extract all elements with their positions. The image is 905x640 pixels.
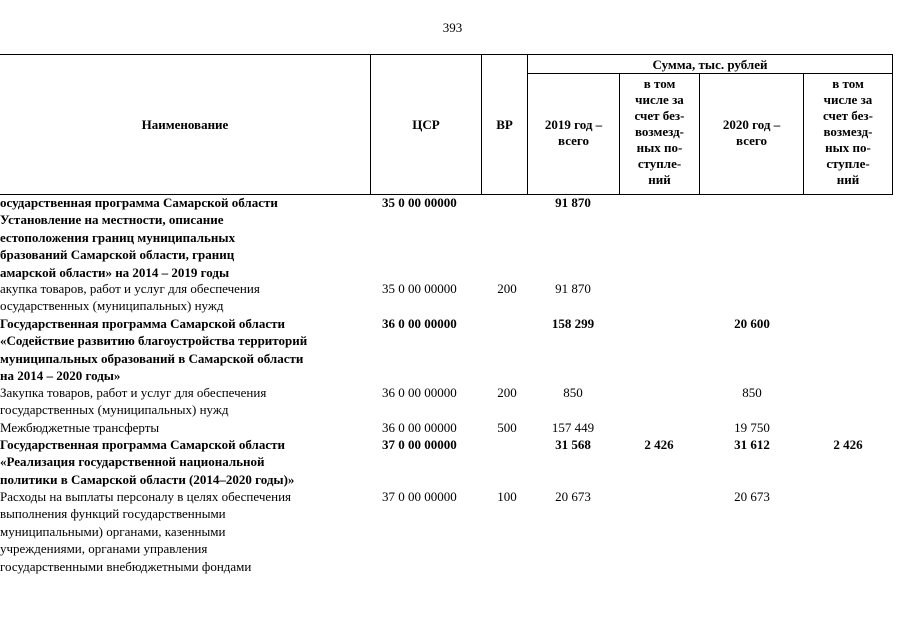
row-csr: 36 0 00 00000 [382, 420, 457, 435]
header-sum-title: Сумма, тыс. рублей [652, 57, 768, 72]
row-vr: 100 [497, 489, 517, 504]
row-2019-total: 158 299 [551, 316, 595, 331]
row-2020-total: 19 750 [734, 420, 770, 435]
row-2019-total: 91 870 [555, 281, 591, 296]
row-vr: 200 [497, 281, 517, 296]
row-2019-total: 31 568 [555, 437, 591, 452]
row-2020-total: 20 600 [734, 316, 770, 331]
header-divider [892, 55, 893, 194]
row-name: Расходы на выплаты персоналу в целях обеспечения выполнения функций государственными муниципальными) органами, казенными учреждениями, органами управления государственными внебюджетными фондами [0, 489, 292, 574]
header-2020-total: 2020 год – всего [722, 117, 781, 148]
row-name: Межбюджетные трансферты [0, 420, 160, 435]
row-2019-total: 157 449 [551, 420, 595, 435]
header-vr: ВР [496, 117, 513, 132]
row-csr: 36 0 00 00000 [382, 385, 457, 400]
row-2019-total: 91 870 [555, 195, 591, 210]
row-2019-total: 850 [563, 385, 583, 400]
table-header [0, 54, 893, 195]
header-2019-free: в том числе за счет без- возмезд- ных по- ступле- ний [634, 76, 685, 187]
row-csr: 36 0 00 00000 [382, 316, 457, 331]
row-vr: 500 [497, 420, 517, 435]
row-csr: 35 0 00 00000 [382, 195, 457, 210]
header-sum-divider [527, 73, 893, 74]
row-name: акупка товаров, работ и услуг для обеспечения осударственных (муниципальных) нужд [0, 281, 260, 314]
row-2020-total: 850 [742, 385, 762, 400]
row-2019-free: 2 426 [644, 437, 674, 452]
header-2020-free: в том числе за счет без- возмезд- ных по- ступле- ний [823, 76, 873, 187]
row-name: Закупка товаров, работ и услуг для обеспечения государственных (муниципальных) нужд [0, 385, 267, 418]
header-csr: ЦСР [412, 117, 440, 132]
row-name: Государственная программа Самарской области «Реализация государственной национальной политики в Самарской области (2014–2020 годы)» [0, 437, 295, 487]
row-vr: 200 [497, 385, 517, 400]
row-2020-total: 20 673 [734, 489, 770, 504]
row-2020-free: 2 426 [833, 437, 863, 452]
page-number: 393 [442, 20, 463, 35]
row-csr: 35 0 00 00000 [382, 281, 457, 296]
row-2019-total: 20 673 [555, 489, 591, 504]
row-name: осударственная программа Самарской области Установление на местности, описание естоположения границ муниципальных бразований Самарской области, границ амарской области» на 2014 – 2019 годы [0, 195, 278, 280]
header-2019-total: 2019 год – всего [544, 117, 603, 148]
row-csr: 37 0 00 00000 [382, 489, 457, 504]
row-2020-total: 31 612 [734, 437, 770, 452]
header-name: Наименование [141, 117, 229, 132]
row-csr: 37 0 00 00000 [382, 437, 457, 452]
row-name: Государственная программа Самарской области «Содействие развитию благоустройства территорий муниципальных образований в Самарской области на 2014 – 2020 годы» [0, 316, 308, 384]
